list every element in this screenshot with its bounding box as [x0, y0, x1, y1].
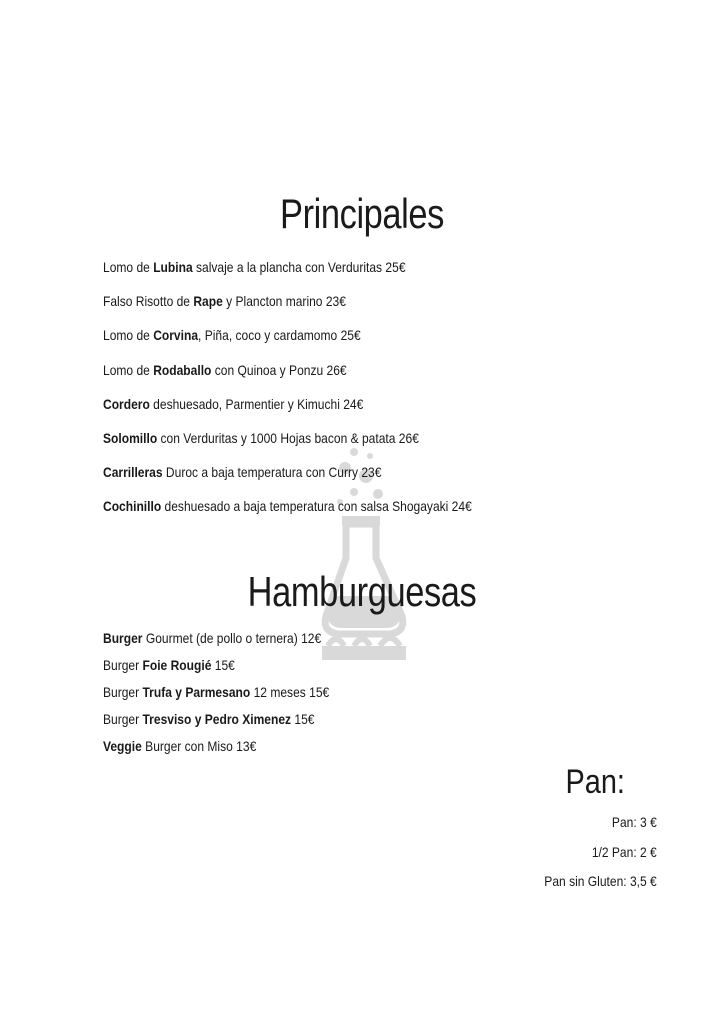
menu-item-prefix: Burger: [103, 657, 143, 673]
menu-item-prefix: Lomo de: [103, 259, 154, 275]
menu-item: [103, 462, 472, 496]
menu-item-highlight: Cordero: [103, 395, 150, 412]
menu-item: [103, 628, 329, 655]
pan-list: [526, 812, 657, 901]
menu-item-highlight: Rape: [193, 293, 223, 310]
menu-item: [103, 682, 329, 709]
menu-item-description: Gourmet (de pollo o ternera) 12€: [142, 630, 322, 646]
menu-item-highlight: Trufa y Parmesano: [142, 684, 251, 700]
menu-item-prefix: Burger: [103, 711, 143, 727]
menu-item: [103, 325, 472, 359]
pan-item: 1/2 Pan: 2 €: [592, 843, 657, 860]
menu-item-highlight: Lubina: [153, 259, 193, 275]
menu-item-description: y Plancton marino 23€: [222, 293, 346, 310]
principales-list: [103, 257, 532, 531]
menu-item-prefix: Lomo de: [103, 327, 154, 344]
pan-item: Pan sin Gluten: 3,5 €: [544, 873, 657, 889]
menu-item-description: deshuesado a baja temperatura con salsa Shogayaki 24€: [161, 498, 472, 515]
hamburguesas-list: [103, 628, 366, 763]
menu-item-highlight: Carrilleras: [103, 464, 163, 481]
principales-title: Principales: [280, 190, 444, 237]
menu-item-description: deshuesado, Parmentier y Kimuchi 24€: [149, 395, 364, 412]
menu-item-highlight: Solomillo: [103, 429, 158, 446]
menu-item: [103, 496, 472, 530]
menu-item: [103, 428, 472, 462]
menu-item: [103, 736, 329, 763]
hamburguesas-title: Hamburguesas: [247, 568, 477, 615]
menu-item-description: con Quinoa y Ponzu 26€: [211, 361, 347, 378]
menu-item-highlight: Cochinillo: [103, 498, 162, 515]
menu-item-highlight: Foie Rougié: [142, 657, 212, 673]
menu-item: [103, 709, 329, 736]
menu-item: [103, 257, 472, 291]
menu-item-description: 15€: [211, 657, 235, 673]
menu-item-highlight: Tresviso y Pedro Ximenez: [142, 711, 292, 727]
menu-item-description: con Verduritas y 1000 Hojas bacon & patata 26€: [157, 429, 419, 446]
pan-item: Pan: 3 €: [612, 814, 657, 830]
menu-item-prefix: Burger: [103, 684, 143, 700]
menu-item-highlight: Veggie: [103, 738, 142, 754]
menu-item-prefix: Falso Risotto de: [103, 293, 194, 310]
pan-title: Pan:: [565, 763, 625, 801]
menu-item-highlight: Corvina: [153, 327, 199, 344]
menu-item-description: salvaje a la plancha con Verduritas 25€: [192, 259, 406, 275]
menu-item-highlight: Burger: [103, 630, 143, 646]
menu-item: [103, 360, 472, 394]
menu-item-description: Burger con Miso 13€: [141, 738, 257, 754]
menu-item-description: 12 meses 15€: [250, 684, 330, 700]
menu-item-prefix: Lomo de: [103, 361, 154, 378]
menu-item-description: Duroc a baja temperatura con Curry 23€: [162, 464, 382, 481]
menu-item: [103, 394, 472, 428]
menu-item: [103, 291, 472, 325]
menu-item-highlight: Rodaballo: [153, 361, 212, 378]
menu-item: [103, 655, 329, 682]
menu-item-description: , Piña, coco y cardamomo 25€: [198, 327, 361, 344]
menu-item-description: 15€: [291, 711, 315, 727]
